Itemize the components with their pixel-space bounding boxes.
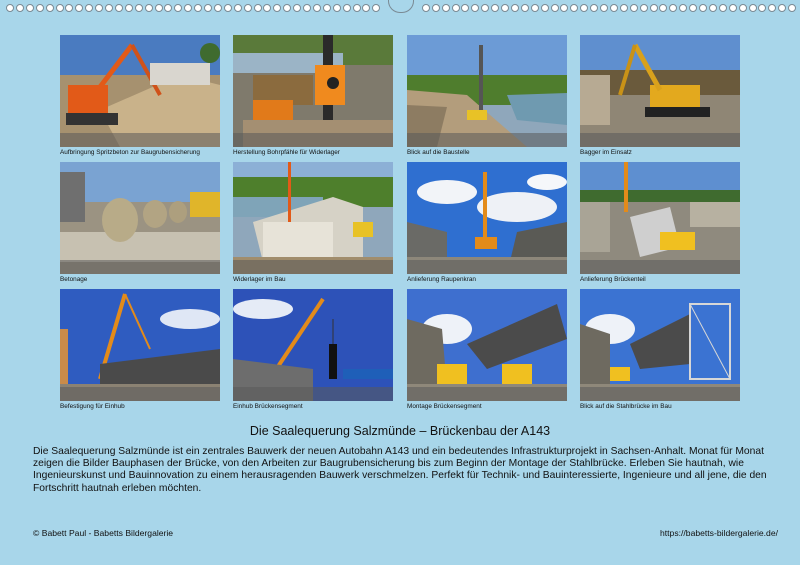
photo-card: [580, 35, 740, 157]
photo-caption: Blick auf die Baustelle: [407, 149, 470, 156]
photo-widerlager: [233, 162, 393, 274]
photo-caption: Bagger im Einsatz: [580, 149, 632, 156]
photo-caption: Herstellung Bohrpfähle für Widerlager: [233, 149, 340, 156]
photo-caption: Befestigung für Einhub: [60, 403, 125, 410]
photo-caption: Betonage: [60, 276, 88, 283]
photo-betonage: [60, 162, 220, 274]
photo-montage: [407, 289, 567, 401]
photo-caption: Montage Brückensegment: [407, 403, 482, 410]
photo-baustelle: [407, 35, 567, 147]
photo-caption: Aufbringung Spritzbeton zur Baugrubensicherung: [60, 149, 200, 156]
photo-caption: Blick auf die Stahlbrücke im Bau: [580, 403, 672, 410]
photo-caption: Anlieferung Brückenteil: [580, 276, 646, 283]
photo-card: [233, 162, 393, 284]
photo-card: [407, 289, 567, 411]
photo-bohrpfaehle: [233, 35, 393, 147]
photo-card: [233, 35, 393, 157]
photo-caption: Widerlager im Bau: [233, 276, 286, 283]
photo-card: [580, 162, 740, 284]
photo-caption: Einhub Brückensegment: [233, 403, 303, 410]
photo-spritzbeton: [60, 35, 220, 147]
photo-card: [407, 162, 567, 284]
photo-befestigung: [60, 289, 220, 401]
photo-card: [60, 162, 220, 284]
photo-raupenkran: [407, 162, 567, 274]
photo-brueckenteil: [580, 162, 740, 274]
photo-stahlbruecke: [580, 289, 740, 401]
website-url: https://babetts-bildergalerie.de/: [660, 528, 778, 538]
photo-card: [233, 289, 393, 411]
photo-card: [407, 35, 567, 157]
page-title: Die Saalequerung Salzmünde – Brückenbau der A143: [249, 424, 551, 438]
description: Die Saalequerung Salzmünde ist ein zentrales Bauwerk der neuen Autobahn A143 und ein bedeutendes Infrastrukturprojekt in Sachsen-Anhalt. Monat für Monat zeigen die Bilder Bauphasen der Brücke, von den Arbeiten zur Baugrubensicherung bis zum Beginn der Montage der Stahlbrücke. Erleben Sie hautnah, wie Ingenieurskunst und Bauinnovation zu einem herausragenden Bauwerk verschmelzen. Perfekt für Technik- und Bauinteressierte, Ingenieure und all jene, die den Fortschritt hautnah erleben möchten.: [33, 446, 767, 494]
photo-bagger: [580, 35, 740, 147]
copyright: © Babett Paul - Babetts Bildergalerie: [33, 528, 174, 538]
photo-caption: Anlieferung Raupenkran: [407, 276, 476, 283]
photo-einhub: [233, 289, 393, 401]
photo-card: [580, 289, 740, 411]
photo-card: [60, 35, 220, 157]
photo-card: [60, 289, 220, 411]
